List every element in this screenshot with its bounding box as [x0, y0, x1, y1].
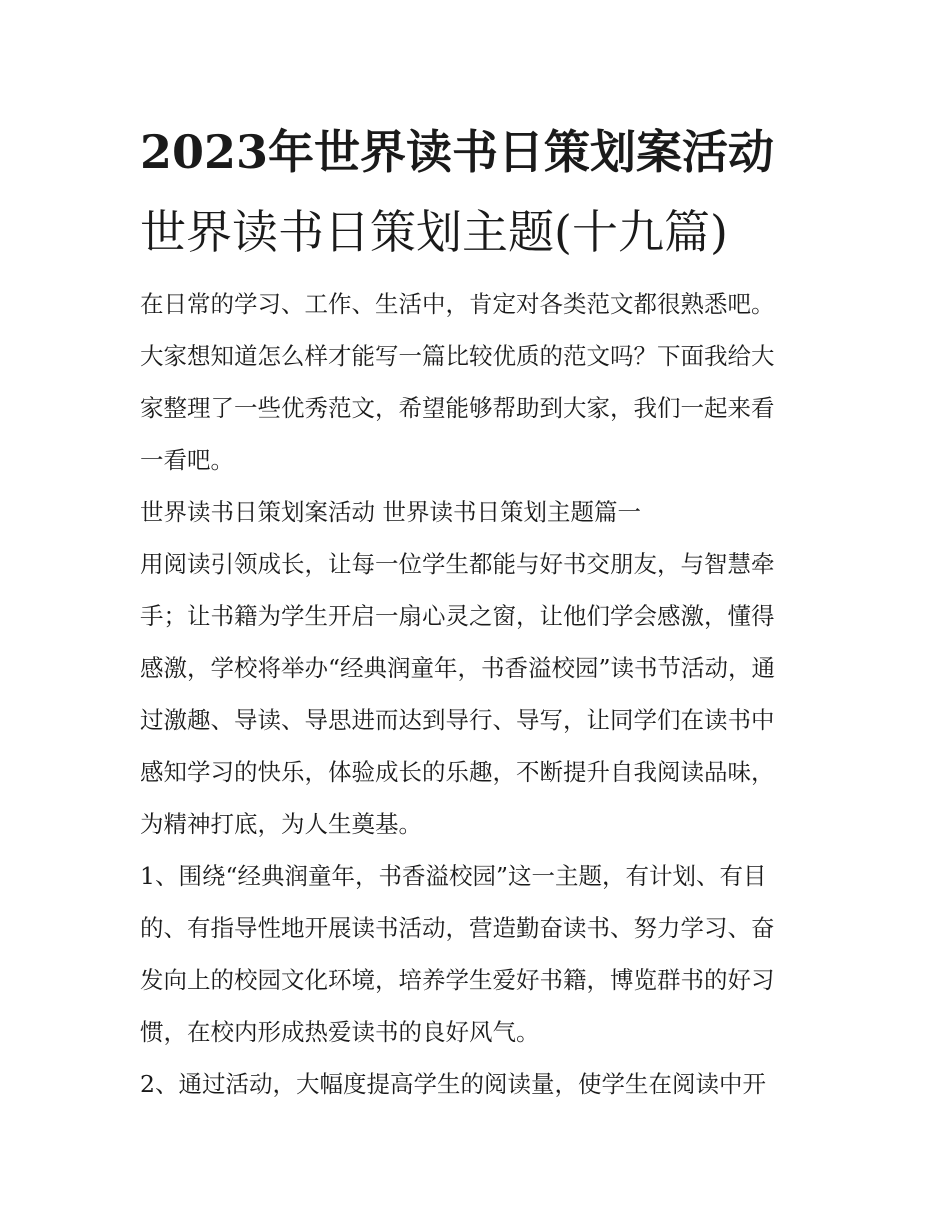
body-line: 发向上的校园文化环境，培养学生爱好书籍，博览群书的好习 — [140, 966, 775, 994]
body-line: 感知学习的快乐，体验成长的乐趣，不断提升自我阅读品味， — [140, 758, 775, 786]
title-line-1: 2023年世界读书日策划案活动 — [140, 125, 775, 179]
document-body — [140, 278, 820, 1110]
body-line: 惯，在校内形成热爱读书的良好风气。 — [140, 1018, 540, 1046]
body-line: 用阅读引领成长，让每一位学生都能与好书交朋友，与智慧牵 — [140, 550, 775, 578]
body-line: 大家想知道怎么样才能写一篇比较优质的范文吗？下面我给大 — [140, 342, 775, 370]
body-line: 为精神打底，为人生奠基。 — [140, 810, 422, 838]
list-item-1: 1、围绕“经典润童年，书香溢校园”这一主题，有计划、有目 — [140, 862, 767, 890]
section-heading: 世界读书日策划案活动 世界读书日策划主题篇一 — [140, 498, 641, 526]
body-line: 家整理了一些优秀范文，希望能够帮助到大家，我们一起来看 — [140, 394, 775, 422]
body-line: 手；让书籍为学生开启一扇心灵之窗，让他们学会感激，懂得 — [140, 602, 775, 630]
list-item-2: 2、通过活动，大幅度提高学生的阅读量，使学生在阅读中开 — [140, 1070, 766, 1098]
body-line: 在日常的学习、工作、生活中，肯定对各类范文都很熟悉吧。 — [140, 290, 775, 318]
body-line: 感激，学校将举办“经典润童年，书香溢校园”读书节活动，通 — [140, 654, 776, 682]
body-line: 一看吧。 — [140, 446, 234, 474]
document-title — [140, 112, 830, 272]
body-line: 的、有指导性地开展读书活动，营造勤奋读书、努力学习、奋 — [140, 914, 775, 942]
body-line: 过激趣、导读、导思进而达到导行、导写，让同学们在读书中 — [140, 706, 775, 734]
title-line-2: 世界读书日策划主题(十九篇) — [140, 205, 728, 259]
